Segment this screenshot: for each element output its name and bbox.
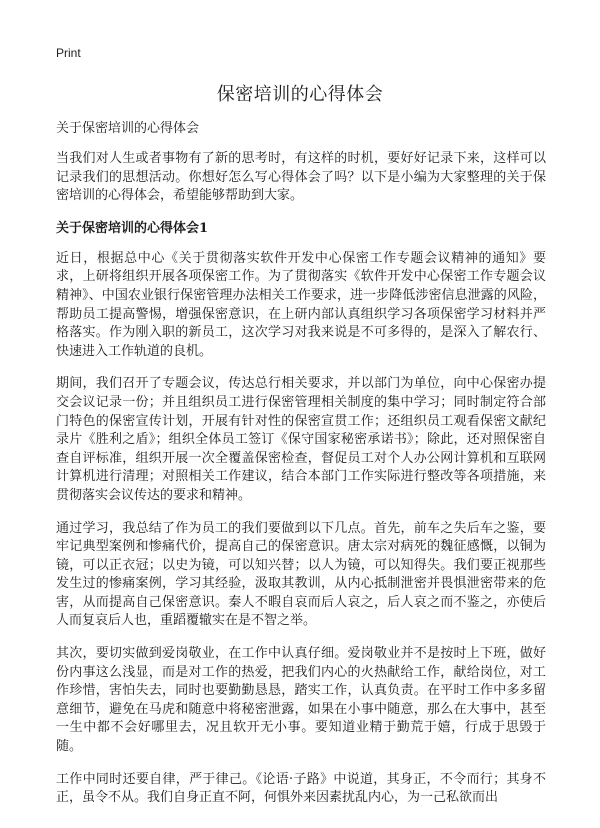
page-title: 保密培训的心得体会 — [216, 84, 384, 105]
body-paragraph-4: 其次，要切实做到爱岗敬业，在工作中认真仔细。爱岗敬业并不是按时上下班，做好份内事这么浅显，而是对工作的热爱，把我们内心的火热献给工作，献给岗位，对工作珍惜，害怕失去，同时也要勤勤恳恳，踏实工作，认真负责。在平时工作中多多留意细节，避免在马虎和随意中将秘密泄露，如果在小事中随意，那么在大事中，甚至一生中都不会好哪里去，况且软开无小事。要知道业精于勤荒于嬉，行成于思毁于随。 — [56, 646, 546, 755]
section-heading: 关于保密培训的心得体会1 — [56, 220, 209, 236]
body-paragraph-1: 近日，根据总中心《关于贯彻落实软件开发中心保密工作专题会议精神的通知》要求，上研将组织开展各项保密工作。为了贯彻落实《软件开发中心保密工作专题会议精神》、中国农业银行保密管理办法相关工作要求，进一步降低涉密信息泄露的风险，帮助员工提高警惕，增强保密意识，在上研内部认真组织学习各项保密学习材料并严格落实。作为刚入职的新员工，这次学习对我来说是不可多得的，是深入了解农行、快速进入工作轨道的良机。 — [56, 250, 546, 359]
body-paragraph-3: 通过学习，我总结了作为员工的我们要做到以下几点。首先，前车之失后车之鉴，要牢记典型案例和惨痛代价，提高自己的保密意识。唐太宗对病死的魏征感慨，以铜为镜，可以正衣冠；以史为镜，可以知兴替；以人为镜，可以知得失。我们要正视那些发生过的惨痛案例，学习其经验，汲取其教训，从内心抵制泄密并畏惧泄密带来的危害，从而提高自己保密意识。秦人不暇自哀而后人哀之，后人哀之而不鉴之，亦使后人而复哀后人也，重蹈覆辙实在是不智之举。 — [56, 520, 546, 629]
print-link[interactable]: Print — [56, 46, 81, 60]
intro-paragraph: 当我们对人生或者事物有了新的思考时，有这样的时机，要好好记录下来，这样可以记录我们的思想活动。你想好怎么写心得体会了吗？以下是小编为大家整理的关于保密培训的心得体会，希望能够帮助到大家。 — [56, 151, 546, 204]
article-subtitle: 关于保密培训的心得体会 — [56, 121, 200, 136]
article-body — [56, 120, 546, 822]
body-paragraph-5: 工作中同时还要自律，严于律己。《论语·子路》中说道，其身正，不令而行；其身不正，虽令不从。我们自身正直不阿，何惧外来因素扰乱内心，为一己私欲而出 — [56, 771, 546, 806]
body-paragraph-2: 期间，我们召开了专题会议，传达总行相关要求，并以部门为单位，向中心保密办提交会议记录一份；并且组织员工进行保密管理相关制度的集中学习；同时制定符合部门特色的保密宣传计划，开展有针对性的保密宣贯工作；还组织员工观看保密文献纪录片《胜利之盾》；组织全体员工签订《保守国家秘密承诺书》；除此，还对照保密自查自评标准，组织开展一次全覆盖保密检查，督促员工对个人办公网计算机和互联网计算机进行清理；对照相关工作建议，结合本部门工作实际进行整改等各项措施，来贯彻落实会议传达的要求和精神。 — [56, 376, 546, 503]
